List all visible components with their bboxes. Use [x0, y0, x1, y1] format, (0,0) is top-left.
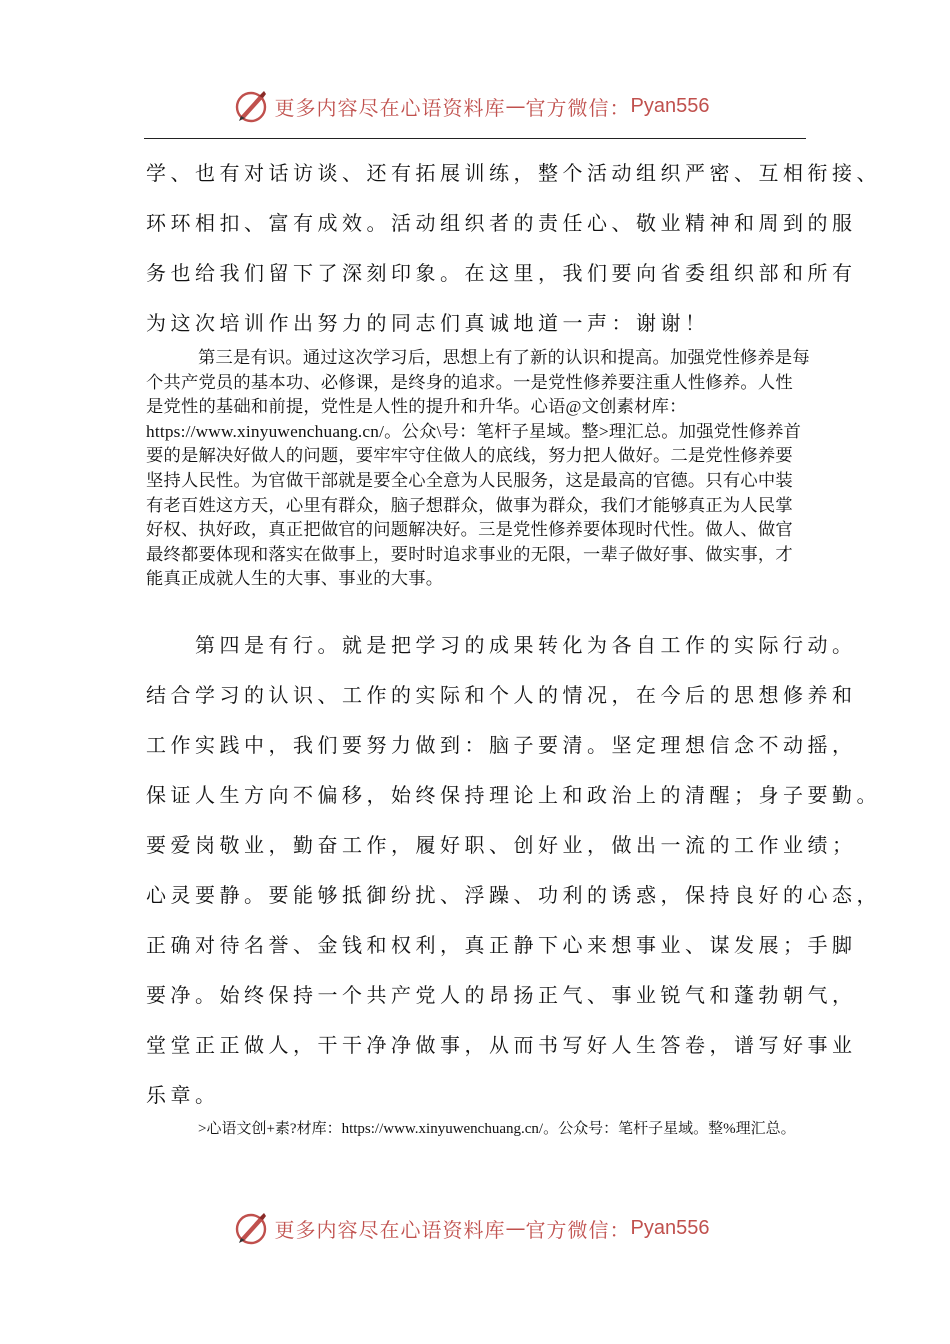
- text-line: 第四是有行。就是把学习的成果转化为各自工作的实际行动。: [146, 633, 857, 657]
- header-banner: [0, 86, 950, 126]
- text-line: 乐章。: [146, 1083, 220, 1107]
- pen-logo-icon: [233, 1210, 269, 1246]
- text-line: 要爱岗敬业，勤奋工作，履好职、创好业，做出一流的工作业绩；: [146, 833, 857, 857]
- text-line: 保证人生方向不偏移，始终保持理论上和政治上的清醒；身子要勤。: [146, 783, 881, 807]
- footer-banner: [0, 1208, 950, 1248]
- header-banner-wechat-id: Pyan556: [630, 94, 710, 117]
- footer-banner-wechat-label: 官方微信：: [525, 1217, 631, 1242]
- footer-banner-dash: —: [505, 1216, 526, 1240]
- text-line: 要净。始终保持一个共产党人的昂扬正气、事业锐气和蓬勃朝气，: [146, 983, 857, 1007]
- text-line: 心灵要静。要能够抵御纷扰、浮躁、功利的诱惑，保持良好的心态，: [146, 883, 881, 907]
- text-line: 务也给我们留下了深刻印象。在这里，我们要向省委组织部和所有: [146, 261, 857, 285]
- paragraph-2: 第三是有识。通过这次学习后，思想上有了新的认识和提高。加强党性修养是每个共产党员的基本功、必修课，是终身的追求。一是党性修养要注重人性修养。人性是党性的基础和前提，党性是人性的提升和升华。心语@文创素材库：https://www.xinyuwenchuang.cn/。公众\号：笔杆子星域。整>理汇总。加强党性修养首要的是解决好做人的问题，要牢牢守住做人的底线，努力把人做好。二是党性修养要坚持人民性。为官做干部就是要全心全意为人民服务，这是最高的官德。只有心中装有老百姓这方天，心里有群众，脑子想群众，做事为群众，我们才能够真正为人民掌好权、执好政，真正把做官的问题解决好。三是党性修养要体现时代性。做人、做官最终都要体现和落实在做事上，要时时追求事业的无限，一辈子做好事、做实事，才能真正成就人生的大事、事业的大事。: [146, 348, 810, 589]
- text-line: 结合学习的认识、工作的实际和个人的情况，在今后的思想修养和: [146, 683, 857, 707]
- text-line: 正确对待名誉、金钱和权利，真正静下心来想事业、谋发展；手脚: [146, 933, 857, 957]
- paragraph-4: >心语文创+素?材库：https://www.xinyuwenchuang.cn/。公众号：笔杆子星域。整%理汇总。: [198, 1121, 796, 1137]
- text-line: 学、也有对话访谈、还有拓展训练，整个活动组织严密、互相衔接、: [146, 161, 881, 185]
- text-line: 环环相扣、富有成效。活动组织者的责任心、敬业精神和周到的服: [146, 211, 857, 235]
- paragraph-3: [146, 620, 881, 1120]
- header-divider: [144, 138, 806, 139]
- pen-logo-icon: [233, 88, 269, 124]
- paragraph-1: [146, 148, 881, 348]
- footer-banner-text: 更多内容尽在心语资料库: [274, 1217, 506, 1242]
- text-line: 工作实践中，我们要努力做到：脑子要清。坚定理想信念不动摇，: [146, 733, 857, 757]
- footer-banner-wechat-id: Pyan556: [630, 1216, 710, 1239]
- text-line: 为这次培训作出努力的同志们真诚地道一声：谢谢！: [146, 311, 710, 335]
- text-line: 堂堂正正做人，干干净净做事，从而书写好人生答卷，谱写好事业: [146, 1033, 857, 1057]
- header-banner-wechat-label: 官方微信：: [525, 95, 631, 120]
- header-banner-dash: —: [505, 94, 526, 118]
- header-banner-text: 更多内容尽在心语资料库: [274, 95, 506, 120]
